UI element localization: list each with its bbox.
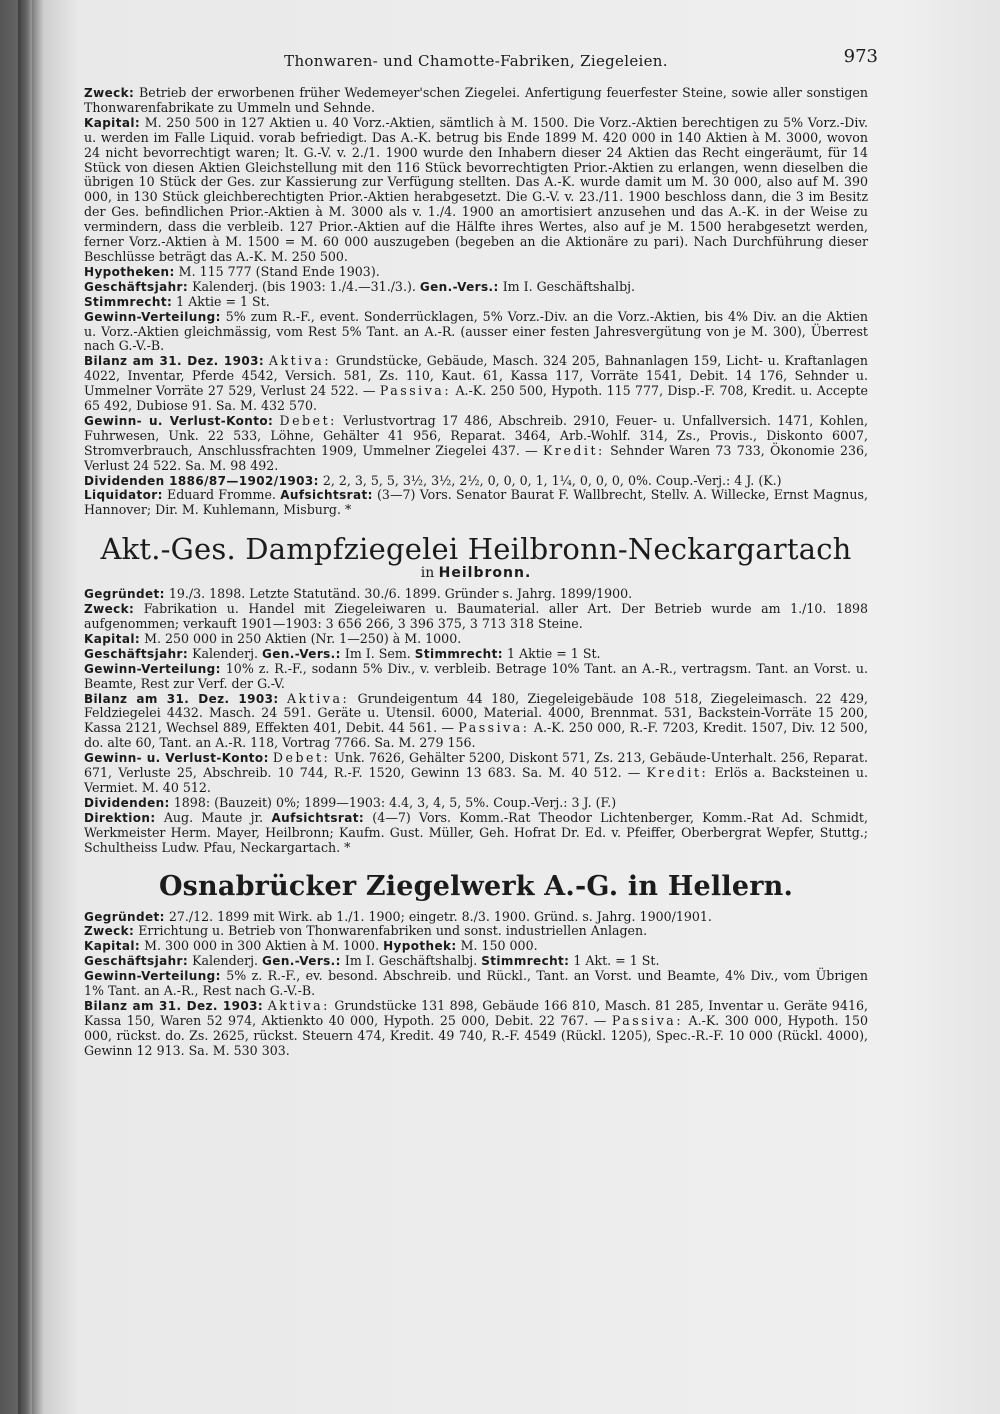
- field-label: Kapital:: [84, 631, 141, 646]
- field-text: Im I. Sem.: [340, 645, 411, 661]
- paragraph: [84, 354, 868, 414]
- location-name: Heilbronn.: [438, 565, 532, 582]
- paragraph: [84, 811, 868, 856]
- field-text: Errichtung u. Betrieb von Thonwarenfabriken und sonst. industriellen Anlagen.: [138, 923, 648, 939]
- paragraph: [84, 310, 868, 355]
- paragraph: [84, 602, 868, 632]
- field-label: Zweck:: [84, 602, 135, 617]
- paragraph: [84, 924, 868, 939]
- section-label: Aktiva:: [267, 997, 330, 1013]
- field-text: 2, 2, 3, 5, 5, 3½, 3½, 2½, 0, 0, 0, 1, 1¼, 0, 0, 0, 0%. Coup.-Verj.: 4 J. (K.): [322, 472, 782, 488]
- field-text: (4—7) Vors. Komm.-Rat Theodor Lichtenberger, Komm.-Rat Ad. Schmidt, Werkmeister Herm. Mayer, Heilbronn; Kaufm. Gust. Müller, Geh. Hofrat Dr. Ed. v. Pfeiffer, Oberbergrat Wepfer, Stuttg.; Schultheiss Ludw. Pfau, Neckargartach. *: [84, 809, 868, 855]
- paragraph: [84, 751, 868, 796]
- paragraph: [84, 999, 868, 1059]
- field-text: M. 115 777 (Stand Ende 1903).: [178, 263, 380, 279]
- paragraph: [84, 488, 868, 518]
- field-label: Geschäftsjahr:: [84, 279, 189, 294]
- field-text: Im I. Geschäftshalbj.: [498, 278, 636, 294]
- entry-heilbronn: [84, 587, 868, 855]
- paragraph: [84, 662, 868, 692]
- field-label: Zweck:: [84, 86, 135, 100]
- field-text: Aug. Maute jr.: [163, 809, 264, 825]
- paragraph: [84, 647, 868, 662]
- paragraph: [84, 692, 868, 752]
- field-text: 1 Aktie = 1 St.: [502, 645, 601, 661]
- field-text: 27./12. 1899 mit Wirk. ab 1./1. 1900; eingetr. 8./3. 1900. Gründ. s. Jahrg. 1900/1901.: [168, 908, 712, 924]
- field-label: Bilanz am 31. Dez. 1903:: [84, 998, 264, 1013]
- field-label: Gen.-Vers.:: [262, 954, 341, 969]
- field-label: Gewinn- u. Verlust-Konto:: [84, 413, 274, 428]
- entry-location-heilbronn: [84, 566, 868, 581]
- field-text: Im I. Geschäftshalbj.: [340, 953, 478, 969]
- field-label: Stimmrecht:: [84, 294, 173, 309]
- section-label: Passiva:: [379, 383, 452, 399]
- field-label: Gewinn-Verteilung:: [84, 661, 221, 676]
- book-binding-edge: [18, 0, 32, 1414]
- section-label: Passiva:: [458, 720, 530, 736]
- field-text: Unk. 7626, Gehälter 5200, Diskont 571, Zs. 213, Gebäude-Unterhalt. 256, Reparat. 671, Verluste 25, Abschreib. 10 744, R.-F. 1520, Gewinn 13 683. Sa. M. 40 512. —: [84, 750, 868, 781]
- field-text: Fabrikation u. Handel mit Ziegeleiwaren u. Baumaterial. aller Art. Der Betrieb wurde am 1./10. 1898 aufgenommen; verkauft 1901—1903: 3 656 266, 3 396 375, 3 713 318 Steine.: [84, 601, 868, 631]
- paragraph: [84, 295, 868, 310]
- field-text: 1 Aktie = 1 St.: [176, 293, 270, 309]
- field-label: Geschäftsjahr:: [84, 646, 189, 661]
- field-label: Zweck:: [84, 924, 135, 939]
- section-label: Debet:: [272, 750, 331, 766]
- field-label: Aufsichtsrat:: [280, 488, 373, 503]
- field-text: Verlustvortrag 17 486, Abschreib. 2910, Feuer- u. Unfallversich. 1471, Kohlen, Fuhrwesen, Unk. 22 533, Löhne, Gehälter 41 956, Reparat. 3464, Arb.-Wohlf. 314, Zs., Provis., Diskonto 6007, Stromverbrauch, Anschlussfrachten 1909, Ummelner Ziegelei 437. —: [84, 412, 868, 458]
- page-number: 973: [843, 46, 878, 67]
- paragraph: [84, 280, 868, 295]
- field-label: Kapital:: [84, 939, 141, 954]
- paragraph: [84, 265, 868, 280]
- text-column: [84, 46, 878, 1059]
- field-text: Erlös a. Backsteinen u. Vermiet. M. 40 512.: [84, 765, 868, 795]
- header-title: Thonwaren- und Chamotte-Fabriken, Ziegeleien.: [284, 52, 668, 70]
- field-label: Gewinn- u. Verlust-Konto:: [84, 751, 269, 766]
- location-prefix: in: [420, 565, 435, 582]
- section-label: Kredit:: [543, 442, 605, 458]
- field-text: (3—7) Vors. Senator Baurat F. Wallbrecht, Stellv. A. Willecke, Ernst Magnus, Hannover; Dir. M. Kuhlemann, Misburg. *: [84, 487, 868, 518]
- section-label: Aktiva:: [287, 690, 350, 706]
- field-label: Gewinn-Verteilung:: [84, 969, 221, 984]
- paragraph: [84, 632, 868, 647]
- field-label: Aufsichtsrat:: [271, 810, 365, 825]
- field-label: Gen.-Vers.:: [419, 279, 499, 294]
- field-text: M. 250 500 in 127 Aktien u. 40 Vorz.-Aktien, sämtlich à M. 1500. Die Vorz.-Aktien berechtigen zu 5% Vorz.-Div. u. werden im Falle Liquid. vorab befriedigt. Das A.-K. betrug bis Ende 1899 M. 420 000 in 140 Aktien à M. 3000, wovon 24 nicht bevorrechtigt waren; lt. G.-V. v. 2./1. 1900 wurde den Inhabern dieser 24 Aktien das Recht eingeräumt, für 14 Stück von diesen Aktien Gleichstellung mit den 116 Stück bevorrechtigten Prior.-Aktien zu erlangen, wenn dieselben die übrigen 10 Stück der Ges. zur Kassierung zur Verfügung stellten. Das A.-K. wurde damit um M. 30 000, also auf M. 390 000, in 130 Stück gleichberechtigten Prior.-Aktien herabgesetzt. Die G.-V. v. 23./11. 1900 beschloss dann, die 3 im Besitz der Ges. befindlichen Prior.-Aktien à M. 3000 als v. 1./4. 1900 an amortisiert anzusehen und das A.-K. in der Weise zu vermindern, dass die verbleib. 127 Prior.-Aktien auf die Hälfte ihres Wertes, also auf je M. 1500 herabgesetzt werden, ferner Vorz.-Aktien à M. 1500 = M. 60 000 auszugeben (begeben an die Aktionäre zu pari). Nach Durchführung dieser Beschlüsse beträgt das A.-K. M. 250 500.: [84, 114, 868, 264]
- field-text: 5% z. R.-F., ev. besond. Abschreib. und Rückl., Tant. an Vorst. und Beamte, 4% Div., vom Übrigen 1% Tant. an A.-R., Rest nach G.-V.-B.: [84, 968, 868, 999]
- entry-title-osnabrueck: Osnabrücker Ziegelwerk A.-G. in Hellern.: [158, 870, 794, 902]
- field-text: 5% zum R.-F., event. Sonderrücklagen, 5% Vorz.-Div. an die Vorz.-Aktien, bis 4% Div. an die Aktien u. Vorz.-Aktien gleichmässig, vom Rest 5% Tant. an A.-R. (ausser einer festen Jahresvergütung von je M. 300), Überrest nach G.-V.-B.: [84, 308, 868, 354]
- paragraph: [84, 954, 868, 969]
- field-label: Direktion:: [84, 810, 156, 825]
- field-text: Kalenderj.: [192, 953, 259, 969]
- field-label: Hypotheken:: [84, 264, 175, 279]
- field-label: Liquidator:: [84, 488, 163, 503]
- field-label: Gen.-Vers.:: [262, 646, 341, 661]
- field-text: A.-K. 250 500, Hypoth. 115 777, Disp.-F. 708, Kredit. u. Accepte 65 492, Dubiose 91. Sa. M. 432 570.: [84, 383, 868, 414]
- field-text: Kalenderj. (bis 1903: 1./4.—31./3.).: [192, 278, 416, 294]
- field-label: Gewinn-Verteilung:: [84, 309, 221, 324]
- field-label: Gegründet:: [84, 587, 165, 602]
- paragraph: [84, 587, 868, 602]
- paragraph: [84, 796, 868, 811]
- field-label: Stimmrecht:: [414, 646, 503, 661]
- paragraph: [84, 910, 868, 925]
- field-text: Grundstücke 131 898, Gebäude 166 810, Masch. 81 285, Inventar u. Geräte 9416, Kassa 150, Waren 52 974, Aktienkto 40 000, Hypoth. 25 000, Debit. 22 767. —: [84, 997, 868, 1028]
- field-text: A.-K. 300 000, Hypoth. 150 000, rückst. do. Zs. 2625, rückst. Steuern 474, Kredit. 49 740, R.-F. 4549 (Rückl. 1205), Spec.-R.-F. 10 000 (Rückl. 4000), Gewinn 12 913. Sa. M. 530 303.: [84, 1012, 868, 1058]
- entry-osnabrueck: [84, 910, 868, 1059]
- field-text: M. 150 000.: [456, 938, 538, 954]
- field-label: Hypothek:: [383, 939, 457, 954]
- field-label: Gegründet:: [84, 909, 165, 924]
- section-label: Aktiva:: [268, 353, 332, 369]
- paragraph: [84, 939, 868, 954]
- field-text: M. 300 000 in 300 Aktien à M. 1000.: [144, 938, 380, 954]
- field-text: Eduard Fromme.: [167, 487, 276, 503]
- paragraph: [84, 116, 868, 265]
- paragraph: [84, 969, 868, 999]
- field-text: 1898: (Bauzeit) 0%; 1899—1903: 4.4, 3, 4, 5, 5%. Coup.-Verj.: 3 J. (F.): [173, 794, 617, 810]
- running-header: [84, 46, 878, 78]
- field-label: Stimmrecht:: [481, 954, 570, 969]
- field-text: Betrieb der erworbenen früher Wedemeyer'schen Ziegelei. Anfertigung feuerfester Steine, sowie aller sonstigen Thonwarenfabrikate zu Ummeln und Sehnde.: [84, 85, 868, 115]
- section-label: Debet:: [279, 412, 337, 428]
- field-text: 1 Akt. = 1 St.: [569, 953, 660, 969]
- field-text: Sehnder Waren 73 733, Ökonomie 236, Verlust 24 522. Sa. M. 98 492.: [84, 442, 868, 473]
- field-text: M. 250 000 in 250 Aktien (Nr. 1—250) à M. 1000.: [144, 630, 462, 646]
- field-text: A.-K. 250 000, R.-F. 7203, Kredit. 1507, Div. 12 500, do. alte 60, Tant. an A.-R. 118, Vortrag 7766. Sa. M. 279 156.: [84, 720, 868, 751]
- field-label: Bilanz am 31. Dez. 1903:: [84, 354, 265, 369]
- entry-title-heilbronn: Akt.-Ges. Dampfziegelei Heilbronn-Neckargartach: [100, 532, 852, 567]
- entry-ziegelei-sehnde: [84, 86, 868, 518]
- field-text: Grundeigentum 44 180, Ziegeleigebäude 108 518, Ziegeleimasch. 22 429, Feldziegelei 4432. Masch. 24 591. Geräte u. Utensil. 6000, Material. 4000, Brennmat. 531, Backstein-Vorräte 15 200, Kassa 2121, Wechsel 889, Effekten 401, Debit. 44 561. —: [84, 690, 868, 736]
- field-text: 19./3. 1898. Letzte Statutänd. 30./6. 1899. Gründer s. Jahrg. 1899/1900.: [168, 586, 633, 602]
- section-label: Passiva:: [611, 1012, 684, 1028]
- field-label: Geschäftsjahr:: [84, 954, 189, 969]
- field-label: Bilanz am 31. Dez. 1903:: [84, 691, 279, 706]
- field-text: Kalenderj.: [192, 645, 259, 661]
- paragraph: [84, 414, 868, 474]
- field-text: Grundstücke, Gebäude, Masch. 324 205, Bahnanlagen 159, Licht- u. Kraftanlagen 4022, Inventar, Pferde 4542, Versich. 581, Zs. 110, Kaut. 61, Kassa 117, Vorräte 1541, Debit. 14 176, Sehnder u. Ummelner Vorräte 27 529, Verlust 24 522. —: [84, 353, 868, 399]
- field-label: Dividenden:: [84, 795, 170, 810]
- section-label: Kredit:: [646, 765, 709, 781]
- paragraph: [84, 474, 868, 489]
- field-label: Dividenden 1886/87—1902/1903:: [84, 473, 319, 488]
- field-text: 10% z. R.-F., sodann 5% Div., v. verbleib. Betrage 10% Tant. an A.-R., vertragsm. Tant. an Vorst. u. Beamte, Rest zur Verf. der G.-V.: [84, 660, 868, 691]
- paragraph: [84, 86, 868, 116]
- field-label: Kapital:: [84, 115, 141, 130]
